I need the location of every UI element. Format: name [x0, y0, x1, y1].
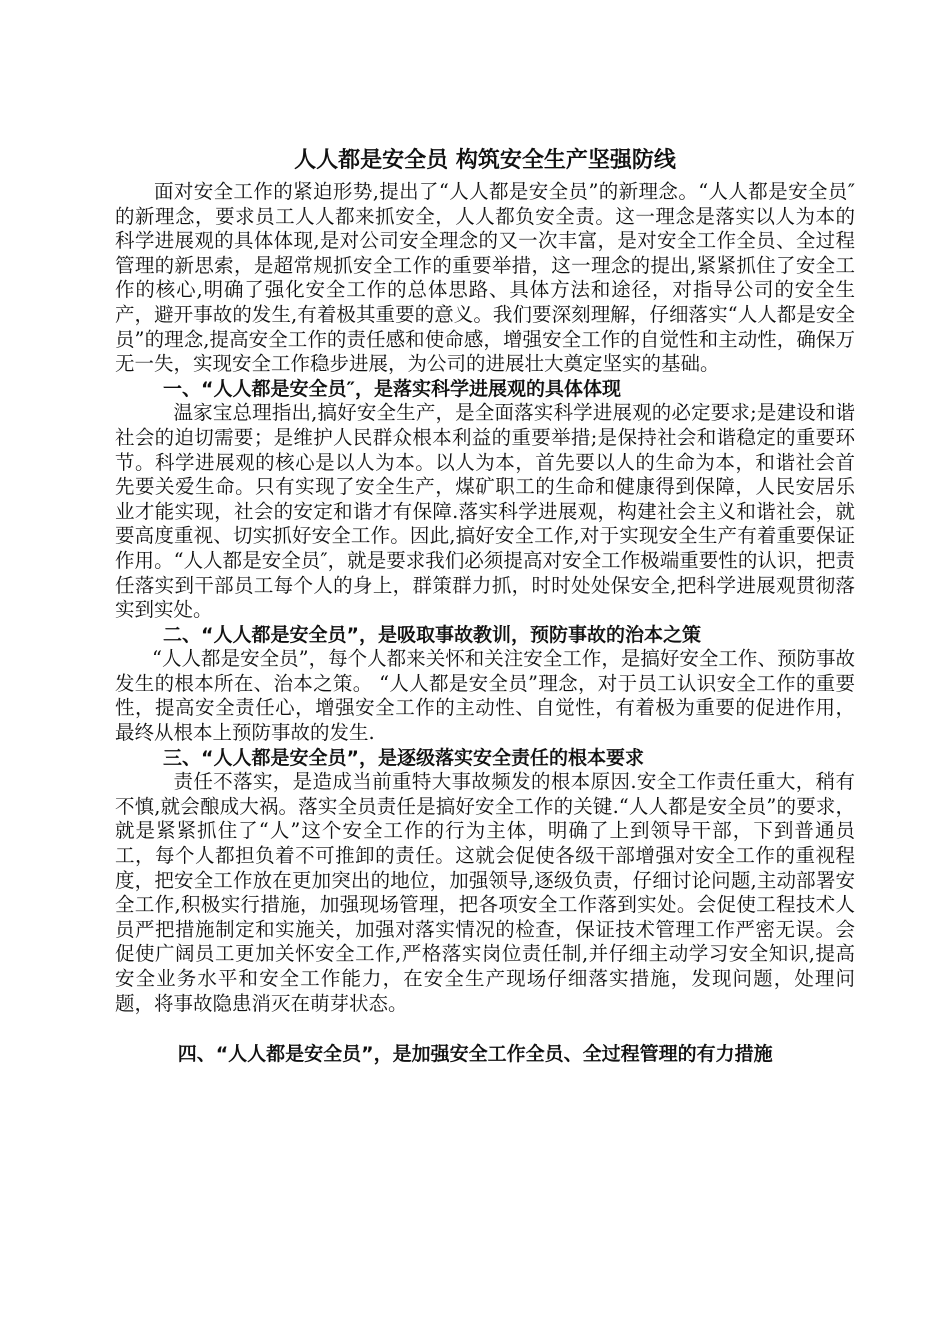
section-4-heading: 四、“人人都是安全员”，是加强安全工作全员、全过程管理的有力措施: [177, 1043, 773, 1066]
section-1-paragraph: 温家宝总理指出,搞好安全生产，是全面落实科学进展观的必定要求;是建设和谐社会的迫切需要；是维护人民群众根本利益的重要举措;是保持社会和谐稳定的重要环节。科学进展观的核心是以人为本。以人为本，首先要以人的生命为本，和谐社会首先要关爱生命。只有实现了安全生产，煤矿职工的生命和健康得到保障，人民安居乐业才能实现，社会的安定和谐才有保障.落实科学进展观，构建社会主义和谐社会，就要高度重视、切实抓好安全工作。因此,搞好安全工作,对于实现安全生产有着重要保证作用。“人人都是安全员″，就是要求我们必须提高对安全工作极端重要性的认识，把责任落实到干部员工每个人的身上，群策群力抓，时时处处保安全,把科学进展观贯彻落实到实处。: [115, 401, 855, 622]
section-3-paragraph: 责任不落实，是造成当前重特大事故频发的根本原因.安全工作责任重大，稍有不慎,就会酿成大祸。落实全员责任是搞好安全工作的关键.“人人都是安全员”的要求，就是紧紧抓住了“人”这个安全工作的行为主体，明确了上到领导干部，下到普通员工，每个人都担负着不可推卸的责任。这就会促使各级干部增强对安全工作的重视程度，把安全工作放在更加突出的地位，加强领导,逐级负责，仔细讨论问题,主动部署安全工作,积极实行措施，加强现场管理，把各项安全工作落到实处。会促使工程技术人员严把措施制定和实施关，加强对落实情况的检查，保证技术管理工作严密无误。会促使广阔员工更加关怀安全工作,严格落实岗位责任制,并仔细主动学习安全知识,提高安全业务水平和安全工作能力，在安全生产现场仔细落实措施，发现问题，处理问题，将事故隐患消灭在萌芽状态。: [115, 770, 855, 1015]
document-title: 人人都是安全员 构筑安全生产坚强防线: [294, 148, 676, 173]
section-2-paragraph: “人人都是安全员”，每个人都来关怀和关注安全工作，是搞好安全工作、预防事故发生的根本所在、治本之策。 “人人都是安全员”理念，对于员工认识安全工作的重要性，提高安全责任心，增强安全工作的主动性、自觉性，有着极为重要的促进作用，最终从根本上预防事故的发生.: [115, 647, 855, 745]
section-3-heading: 三、“人人都是安全员”，是逐级落实安全责任的根本要求: [163, 746, 644, 769]
document-page: [115, 146, 855, 1067]
section-1-heading: 一、“人人都是安全员″，是落实科学进展观的具体体现: [163, 377, 621, 400]
section-2-heading: 二、“人人都是安全员”，是吸取事故教训，预防事故的治本之策: [163, 623, 701, 646]
intro-paragraph: 面对安全工作的紧迫形势,提出了“人人都是安全员”的新理念。“人人都是安全员″的新理念，要求员工人人都来抓安全，人人都负安全责。这一理念是落实以人为本的科学进展观的具体体现,是对公司安全理念的又一次丰富，是对安全工作全员、全过程管理的新思索，是超常规抓安全工作的重要举措，这一理念的提出,紧紧抓住了安全工作的核心,明确了强化安全工作的总体思路、具体方法和途径，对指导公司的安全生产，避开事故的发生,有着极其重要的意义。我们要深刻理解，仔细落实“人人都是安全员”的理念,提高安全工作的责任感和使命感，增强安全工作的自觉性和主动性，确保万无一失，实现安全工作稳步进展，为公司的进展壮大奠定坚实的基础。: [115, 180, 855, 376]
